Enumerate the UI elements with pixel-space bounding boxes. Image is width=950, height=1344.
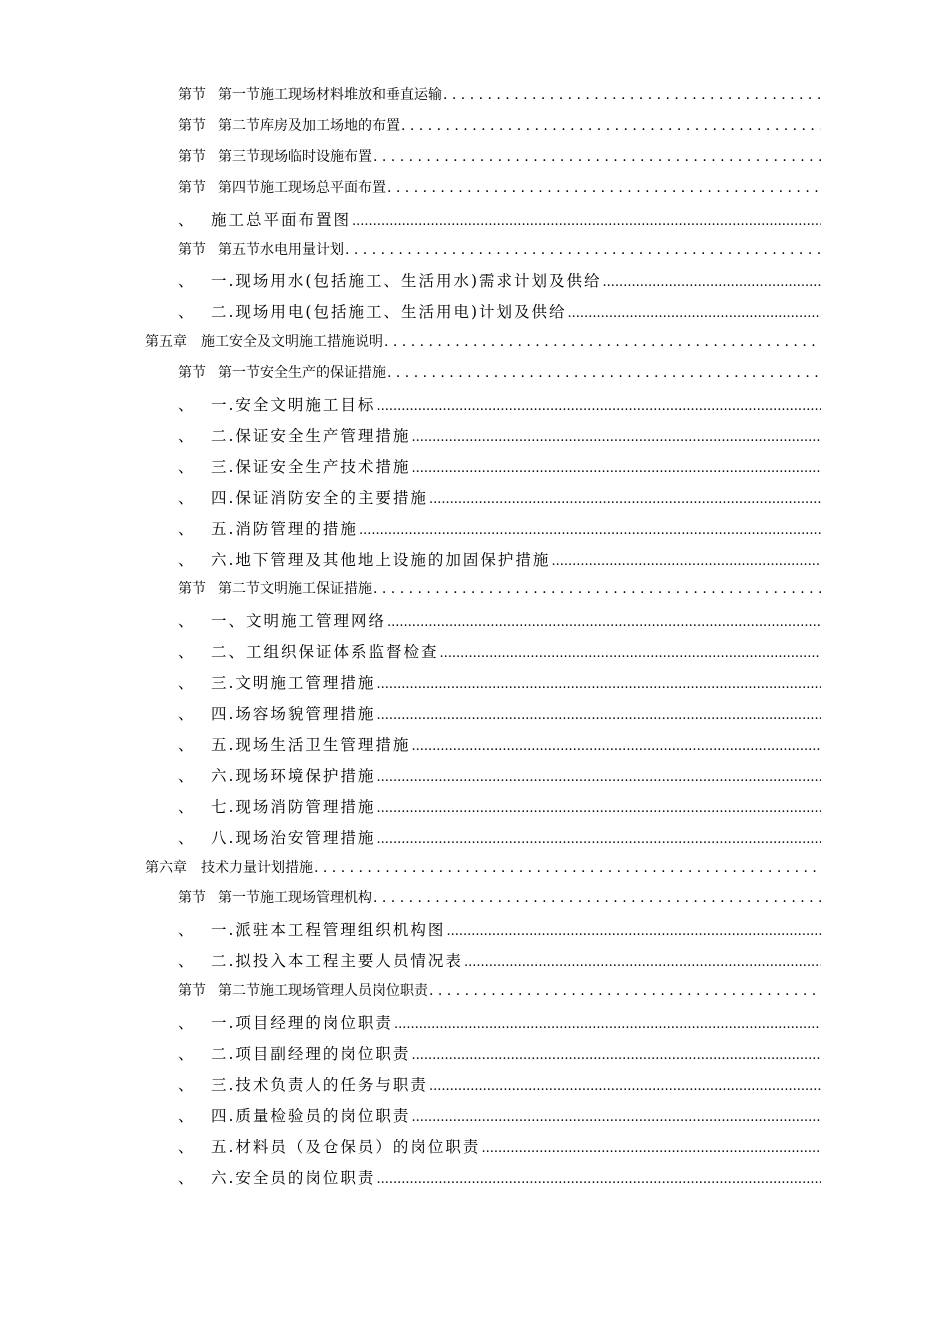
dot-leader xyxy=(352,211,821,229)
toc-entry-label xyxy=(178,1042,410,1064)
toc-entry-title: 二、工组织保证体系监督检查 xyxy=(211,643,439,662)
toc-entry-label xyxy=(178,300,567,322)
toc-entry[interactable] xyxy=(178,1104,821,1126)
toc-entry[interactable] xyxy=(178,1166,821,1188)
toc-entry-title: 一.派驻本工程管理组织机构图 xyxy=(211,921,446,940)
toc-entry-title: 五.消防管理的措施 xyxy=(211,519,358,538)
toc-entry-prefix: 、 xyxy=(178,488,196,507)
toc-entry-prefix: 第节 xyxy=(178,117,206,134)
dot-leader xyxy=(376,798,821,816)
dot-leader xyxy=(387,180,821,196)
toc-entry-title: 第一节施工现场材料堆放和垂直运输 xyxy=(218,87,442,103)
toc-entry-title: 六.安全员的岗位职责 xyxy=(211,1168,376,1187)
toc-entry-label xyxy=(178,795,375,817)
toc-entry-prefix: 第节 xyxy=(178,365,206,382)
toc-entry-label xyxy=(145,857,313,877)
dot-leader xyxy=(314,860,821,876)
toc-entry-prefix: 、 xyxy=(178,210,196,229)
dot-leader xyxy=(394,1014,821,1032)
toc-entry[interactable] xyxy=(178,671,821,693)
toc-entry-label xyxy=(178,578,372,598)
toc-entry-label xyxy=(178,980,428,1000)
toc-entry-prefix: 第六章 xyxy=(145,859,187,876)
toc-entry-title: 六.地下管理及其他地上设施的加固保护措施 xyxy=(211,550,551,569)
toc-entry[interactable] xyxy=(145,331,821,351)
toc-entry-title: 第一节安全生产的保证措施 xyxy=(218,365,386,382)
toc-entry-prefix: 、 xyxy=(178,1137,196,1156)
toc-entry[interactable] xyxy=(178,764,821,786)
toc-entry-title: 第二节施工现场管理人员岗位职责 xyxy=(218,983,428,1000)
toc-entry-label xyxy=(178,764,375,786)
toc-entry-prefix: 第节 xyxy=(178,241,206,258)
toc-entry-label xyxy=(145,331,383,351)
toc-entry-label xyxy=(178,1166,375,1188)
toc-entry-prefix: 、 xyxy=(178,674,196,693)
toc-entry[interactable] xyxy=(178,826,821,848)
dot-leader xyxy=(376,1169,821,1187)
toc-entry-label xyxy=(178,208,351,230)
toc-entry[interactable] xyxy=(178,208,821,230)
dot-leader xyxy=(429,1076,821,1094)
toc-entry-title: 第一节施工现场管理机构 xyxy=(218,890,372,907)
dot-leader xyxy=(384,334,821,350)
toc-entry-title: 二.现场用电(包括施工、生活用电)计划及供给 xyxy=(211,303,567,322)
toc-entry-label xyxy=(178,1073,428,1095)
toc-entry-prefix: 第节 xyxy=(178,983,206,1000)
toc-entry-title: 第四节施工现场总平面布置 xyxy=(218,179,386,196)
toc-entry-title: 八.现场治安管理措施 xyxy=(211,828,376,847)
dot-leader xyxy=(401,118,821,134)
toc-entry-prefix: 、 xyxy=(178,828,196,847)
toc-entry[interactable] xyxy=(178,455,821,477)
toc-entry-prefix: 、 xyxy=(178,1014,196,1032)
toc-entry-prefix: 第节 xyxy=(178,179,206,196)
toc-entry-title: 二.拟投入本工程主要人员情况表 xyxy=(211,952,463,971)
dot-leader xyxy=(387,365,821,381)
dot-leader xyxy=(373,581,821,597)
toc-entry[interactable] xyxy=(178,980,821,1000)
toc-entry-prefix: 、 xyxy=(178,797,196,816)
toc-entry-prefix: 第节 xyxy=(178,148,206,165)
dot-leader xyxy=(446,921,821,939)
toc-entry-label xyxy=(178,486,428,508)
toc-entry-label xyxy=(178,146,372,166)
toc-entry[interactable] xyxy=(178,640,821,662)
toc-entry-label xyxy=(178,702,375,724)
toc-entry-prefix: 、 xyxy=(178,643,196,662)
dot-leader xyxy=(376,829,821,847)
toc-entry-title: 施工安全及文明施工措施说明 xyxy=(201,334,383,351)
toc-entry-label xyxy=(178,609,386,631)
toc-entry[interactable] xyxy=(178,300,821,322)
toc-entry-title: 二.项目副经理的岗位职责 xyxy=(211,1044,411,1063)
toc-entry-prefix: 、 xyxy=(178,1075,196,1094)
toc-entry-title: 第二节文明施工保证措施 xyxy=(218,581,372,598)
toc-entry-prefix: 、 xyxy=(178,426,196,445)
toc-entry-title: 三.技术负责人的任务与职责 xyxy=(211,1075,428,1094)
toc-entry-prefix: 、 xyxy=(178,272,196,291)
toc-entry-prefix: 、 xyxy=(178,766,196,785)
toc-entry-label xyxy=(178,362,386,382)
toc-entry[interactable] xyxy=(178,1135,821,1157)
toc-entry[interactable] xyxy=(178,177,821,197)
toc-entry-label xyxy=(178,84,442,104)
toc-entry[interactable] xyxy=(178,1073,821,1095)
toc-entry[interactable] xyxy=(178,918,821,940)
toc-entry[interactable] xyxy=(178,393,821,415)
toc-entry[interactable] xyxy=(145,857,821,877)
toc-entry[interactable] xyxy=(178,424,821,446)
toc-entry-label xyxy=(178,1104,410,1126)
dot-leader xyxy=(387,612,821,630)
toc-entry-title: 一、文明施工管理网络 xyxy=(211,612,387,631)
toc-entry-label xyxy=(178,455,410,477)
dot-leader xyxy=(373,149,821,165)
toc-entry-label xyxy=(178,918,445,940)
toc-entry-prefix: 第节 xyxy=(178,581,206,598)
toc-entry-prefix: 、 xyxy=(178,457,196,476)
toc-entry-title: 第三节现场临时设施布置 xyxy=(218,148,372,165)
toc-entry-title: 第二节库房及加工场地的布置 xyxy=(218,117,400,134)
toc-entry-prefix: 、 xyxy=(178,921,196,940)
dot-leader xyxy=(551,551,821,569)
dot-leader xyxy=(376,767,821,785)
toc-entry-title: 一.项目经理的岗位职责 xyxy=(211,1014,393,1032)
toc-entry-title: 五.材料员（及仓保员）的岗位职责 xyxy=(211,1137,481,1156)
toc-entry-prefix: 第节 xyxy=(178,87,206,103)
toc-entry-label xyxy=(178,269,602,291)
toc-entry-prefix: 、 xyxy=(178,396,196,414)
toc-entry-label xyxy=(178,1011,393,1033)
dot-leader xyxy=(429,983,821,999)
toc-entry-title: 二.保证安全生产管理措施 xyxy=(211,426,411,445)
dot-leader xyxy=(376,396,821,414)
toc-entry-title: 一.安全文明施工目标 xyxy=(211,396,376,414)
toc-entry-title: 一.现场用水(包括施工、生活用水)需求计划及供给 xyxy=(211,272,602,291)
toc-entry[interactable] xyxy=(178,239,821,259)
toc-entry-prefix: 、 xyxy=(178,735,196,754)
toc-entry-label xyxy=(178,887,372,907)
toc-entry-prefix: 、 xyxy=(178,952,196,971)
toc-entry-label xyxy=(178,424,410,446)
toc-entry-title: 第五节水电用量计划 xyxy=(218,241,344,258)
toc-entry[interactable] xyxy=(178,548,821,570)
toc-entry-prefix: 、 xyxy=(178,550,196,569)
toc-entry-title: 七.现场消防管理措施 xyxy=(211,797,376,816)
toc-entry[interactable] xyxy=(178,362,821,382)
dot-leader xyxy=(411,458,821,476)
toc-entry-title: 四.场容场貌管理措施 xyxy=(211,705,376,723)
toc-entry[interactable] xyxy=(178,578,821,598)
toc-entry[interactable] xyxy=(178,1042,821,1064)
toc-entry-label xyxy=(178,640,439,662)
toc-entry-title: 施工总平面布置图 xyxy=(211,210,352,229)
toc-entry[interactable] xyxy=(178,949,821,971)
dot-leader xyxy=(345,242,821,258)
toc-entry[interactable] xyxy=(178,1011,821,1033)
toc-entry[interactable] xyxy=(178,115,821,135)
dot-leader xyxy=(603,272,821,290)
toc-entry-label xyxy=(178,733,410,755)
toc-entry-label xyxy=(178,826,375,848)
toc-entry[interactable] xyxy=(178,517,821,539)
toc-entry-prefix: 、 xyxy=(178,612,196,631)
toc-entry[interactable] xyxy=(178,486,821,508)
toc-entry-prefix: 、 xyxy=(178,705,196,723)
toc-entry[interactable] xyxy=(178,609,821,631)
toc-entry-title: 四.质量检验员的岗位职责 xyxy=(211,1106,411,1125)
toc-entry-prefix: 、 xyxy=(178,303,196,322)
dot-leader xyxy=(443,87,821,103)
toc-entry-prefix: 、 xyxy=(178,1106,196,1125)
toc-entry[interactable] xyxy=(178,84,821,104)
toc-entry-label xyxy=(178,949,463,971)
toc-entry[interactable] xyxy=(178,702,821,724)
toc-entry-label xyxy=(178,1135,480,1157)
dot-leader xyxy=(440,643,821,661)
toc-entry[interactable] xyxy=(178,795,821,817)
toc-entry-label xyxy=(178,517,358,539)
dot-leader xyxy=(373,890,821,906)
toc-entry-title: 六.现场环境保护措施 xyxy=(211,766,376,785)
toc-entry-prefix: 、 xyxy=(178,1168,196,1187)
dot-leader xyxy=(411,1045,821,1063)
toc-entry[interactable] xyxy=(178,146,821,166)
toc-entry-title: 三.保证安全生产技术措施 xyxy=(211,457,411,476)
toc-entry-prefix: 、 xyxy=(178,1044,196,1063)
toc-entry-label xyxy=(178,239,344,259)
toc-entry-label xyxy=(178,115,400,135)
toc-entry-title: 技术力量计划措施 xyxy=(201,859,313,876)
toc-entry-prefix: 第五章 xyxy=(145,334,187,351)
toc-entry-title: 五.现场生活卫生管理措施 xyxy=(211,735,411,754)
toc-entry-title: 四.保证消防安全的主要措施 xyxy=(211,488,428,507)
toc-entry-label xyxy=(178,177,386,197)
toc-entry[interactable] xyxy=(178,887,821,907)
dot-leader xyxy=(411,736,821,754)
toc-entry-label xyxy=(178,548,550,570)
toc-entry[interactable] xyxy=(178,733,821,755)
toc-entry-label xyxy=(178,393,375,415)
dot-leader xyxy=(359,520,821,538)
toc-entry-prefix: 第节 xyxy=(178,890,206,907)
dot-leader xyxy=(429,489,821,507)
dot-leader xyxy=(568,303,821,321)
toc-entry-prefix: 、 xyxy=(178,519,196,538)
dot-leader xyxy=(376,674,821,692)
dot-leader xyxy=(411,1107,821,1125)
toc-entry-title: 三.文明施工管理措施 xyxy=(211,674,376,693)
dot-leader xyxy=(464,952,821,970)
toc-entry[interactable] xyxy=(178,269,821,291)
dot-leader xyxy=(481,1138,821,1156)
dot-leader xyxy=(411,427,821,445)
dot-leader xyxy=(376,705,821,723)
toc-entry-label xyxy=(178,671,375,693)
